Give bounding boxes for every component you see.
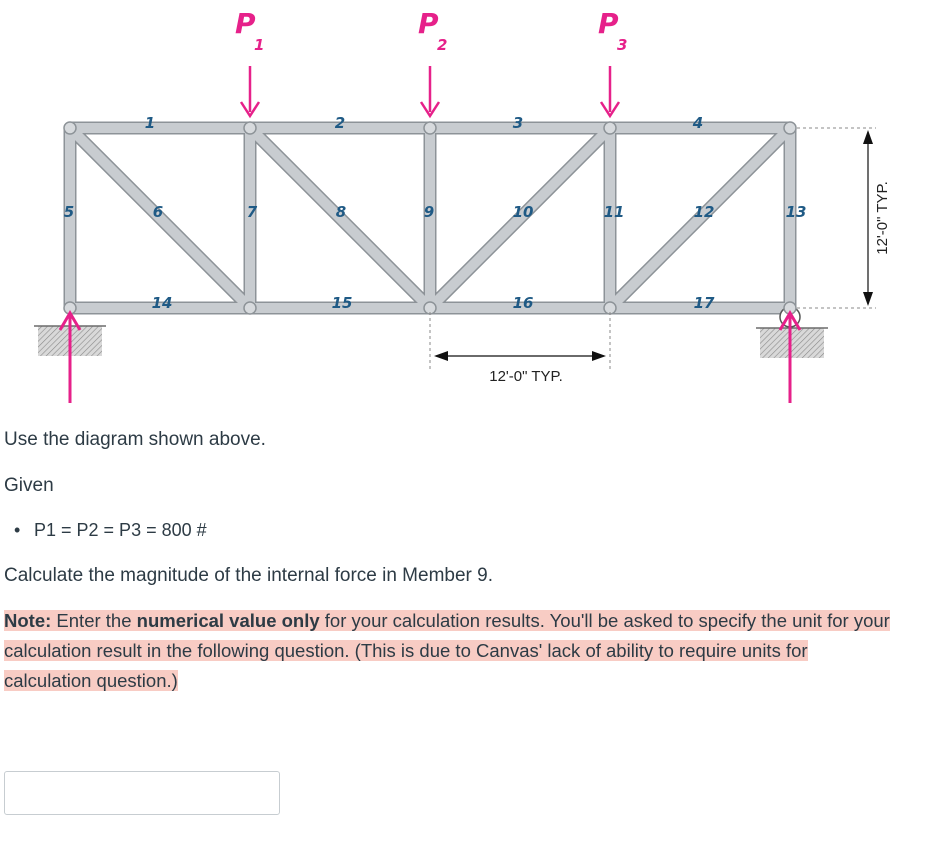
member-label-11: 11 — [603, 203, 625, 221]
member-label-4: 4 — [692, 114, 704, 132]
member-label-8: 8 — [335, 203, 347, 221]
member-label-17: 17 — [693, 294, 715, 312]
member-label-9: 9 — [423, 203, 435, 221]
note-text-2: for your calculation results. You'll be asked to specify the unit for your calculation result in the following question. (This is due to Canvas' lack of ability to require units for calculation question.) — [4, 610, 890, 691]
panel-dimension-label: 12'-0" TYP. — [489, 368, 563, 385]
panel-dimension — [430, 312, 610, 385]
member-label-6: 6 — [152, 203, 164, 221]
load-p2-subscript: 2 — [437, 36, 448, 54]
note-bold-text: numerical value only — [136, 610, 320, 631]
height-dimension — [797, 128, 891, 308]
load-p1-letter: P — [235, 7, 256, 40]
note-text-1: Enter the — [51, 610, 137, 631]
note-highlight — [4, 610, 890, 691]
given-heading: Given — [4, 475, 54, 496]
member-label-15: 15 — [331, 294, 353, 312]
member-label-5: 5 — [63, 203, 75, 221]
load-p2 — [418, 7, 447, 116]
member-label-10: 10 — [512, 203, 534, 221]
load-p3-subscript: 3 — [617, 36, 628, 54]
load-p1 — [235, 7, 264, 116]
load-p1-subscript: 1 — [254, 36, 265, 54]
member-label-2: 2 — [334, 114, 346, 132]
note-paragraph — [4, 606, 899, 696]
question-text: Calculate the magnitude of the internal force in Member 9. — [4, 565, 493, 586]
given-item: • P1 = P2 = P3 = 800 # — [4, 516, 207, 544]
height-dimension-label: 12'-0" TYP. — [874, 181, 891, 255]
note-label: Note: — [4, 610, 52, 631]
member-label-7: 7 — [246, 203, 258, 221]
load-p2-letter: P — [418, 7, 439, 40]
given-list — [4, 516, 207, 544]
member-label-16: 16 — [512, 294, 534, 312]
member-label-1: 1 — [144, 114, 156, 132]
member-label-12: 12 — [693, 203, 715, 221]
member-label-14: 14 — [151, 294, 173, 312]
instruction-text: Use the diagram shown above. — [4, 429, 266, 450]
truss-diagram — [0, 0, 925, 420]
answer-input[interactable] — [4, 771, 280, 815]
member-label-3: 3 — [512, 114, 524, 132]
left-reaction — [60, 313, 80, 403]
right-ground-support — [760, 328, 824, 358]
load-p3-letter: P — [598, 7, 619, 40]
load-p3 — [598, 7, 627, 116]
member-label-13: 13 — [785, 203, 807, 221]
